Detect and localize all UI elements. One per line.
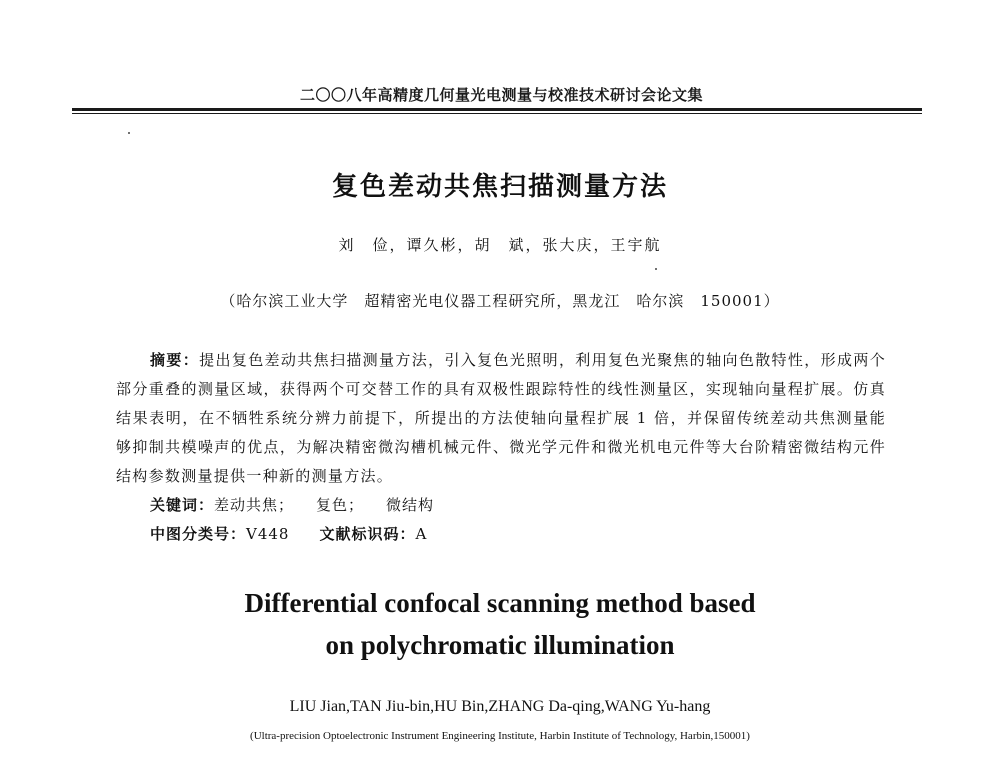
keyword-item: 复色； xyxy=(316,496,365,514)
keyword-item: 差动共焦； xyxy=(214,496,295,514)
chinese-abstract xyxy=(116,346,886,491)
clc-value: V448 xyxy=(246,525,290,543)
running-header: 二〇〇八年高精度几何量光电测量与校准技术研讨会论文集 xyxy=(300,86,704,104)
english-title-line1: Differential confocal scanning method based xyxy=(244,588,756,618)
keyword-item: 微结构 xyxy=(386,496,435,514)
chinese-authors: 刘 俭，谭久彬，胡 斌，张大庆，王宇航 xyxy=(338,236,662,254)
doc-code-value: A xyxy=(415,525,428,543)
english-affiliation: (Ultra-precision Optoelectronic Instrument Engineering Institute, Harbin Institute of Technology, Harbin,150001) xyxy=(250,730,750,742)
doc-code-label: 文献标识码： xyxy=(319,525,416,543)
english-title-line2: on polychromatic illumination xyxy=(325,630,675,660)
header-rule-thick xyxy=(72,108,922,111)
english-authors: LIU Jian,TAN Jiu-bin,HU Bin,ZHANG Da-qing,WANG Yu-hang xyxy=(289,698,711,715)
abstract-text: 提出复色差动共焦扫描测量方法，引入复色光照明，利用复色光聚焦的轴向色散特性，形成两个部分重叠的测量区域，获得两个可交替工作的具有双极性跟踪特性的线性测量区，实现轴向量程扩展。仿真结果表明，在不牺牲系统分辨力前提下，所提出的方法使轴向量程扩展 1 倍，并保留传统差动共焦测量能够抑制共模噪声的优点，为解决精密微沟槽机械元件、微光学元件和微光机电元件等大台阶精密微结构元件结构参数测量提供一种新的测量方法。 xyxy=(116,351,886,485)
scan-speck xyxy=(128,132,130,134)
abstract-label: 摘要： xyxy=(150,351,200,369)
scan-speck xyxy=(655,268,657,270)
header-rule-thin xyxy=(72,113,922,114)
chinese-affiliation: （哈尔滨工业大学 超精密光电仪器工程研究所，黑龙江 哈尔滨 150001） xyxy=(220,292,780,310)
classification-line xyxy=(150,523,427,544)
keywords-label: 关键词： xyxy=(150,496,215,514)
keywords-line xyxy=(150,494,434,515)
clc-label: 中图分类号： xyxy=(150,525,247,543)
chinese-title: 复色差动共焦扫描测量方法 xyxy=(331,172,668,202)
